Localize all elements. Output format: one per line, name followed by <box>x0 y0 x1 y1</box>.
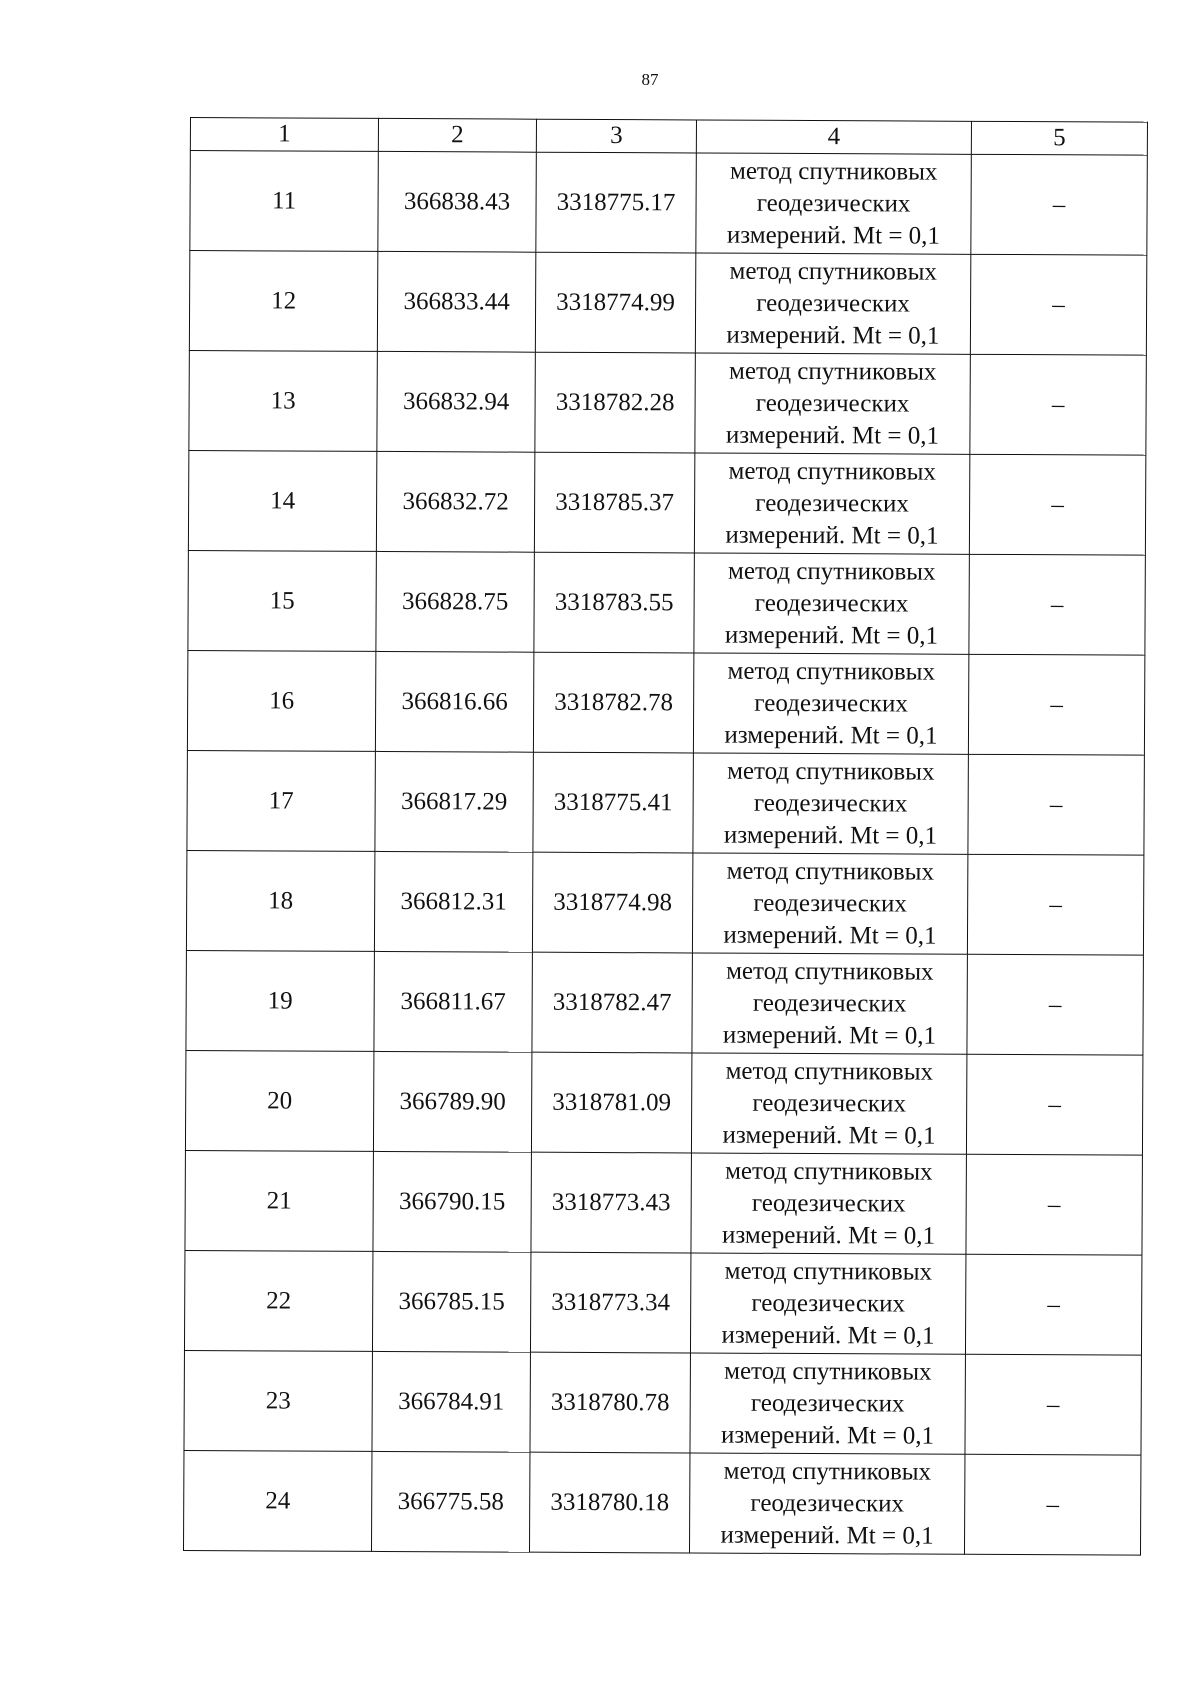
header-cell-4: 4 <box>696 120 971 154</box>
table-row <box>186 850 1143 955</box>
table-row <box>188 450 1145 555</box>
y-coordinate-cell: 3318780.78 <box>530 1352 690 1453</box>
note-cell: – <box>970 354 1146 455</box>
table-row <box>187 650 1144 755</box>
x-coordinate-cell: 366790.15 <box>373 1151 531 1252</box>
y-coordinate-cell: 3318781.09 <box>531 1052 691 1153</box>
x-coordinate-cell: 366838.43 <box>378 151 536 252</box>
method-cell <box>691 1053 966 1154</box>
method-text: метод спутниковых геодезических измерений. Mt = 0,1 <box>721 1157 936 1250</box>
point-number-cell: 20 <box>185 1050 373 1151</box>
x-coordinate-cell: 366784.91 <box>372 1351 530 1452</box>
method-text: метод спутниковых геодезических измерений. Mt = 0,1 <box>720 1457 934 1550</box>
method-cell <box>694 453 969 554</box>
method-text: метод спутниковых геодезических измерений. Mt = 0,1 <box>726 257 940 350</box>
x-coordinate-cell: 366817.29 <box>375 751 533 852</box>
point-number-cell: 16 <box>187 650 375 751</box>
y-coordinate-cell: 3318775.41 <box>533 752 693 853</box>
method-cell <box>690 1353 965 1454</box>
y-coordinate-cell: 3318774.99 <box>535 252 695 353</box>
point-number-cell: 11 <box>190 151 378 252</box>
y-coordinate-cell: 3318782.47 <box>532 952 692 1053</box>
method-text: метод спутниковых геодезических измерений. Mt = 0,1 <box>725 357 940 450</box>
method-cell <box>696 153 971 254</box>
y-coordinate-cell: 3318783.55 <box>534 552 694 653</box>
table-header <box>190 118 1147 156</box>
method-text: метод спутниковых геодезических измерений. Mt = 0,1 <box>724 557 939 650</box>
note-cell: – <box>965 1354 1141 1455</box>
method-text: метод спутниковых геодезических измерений. Mt = 0,1 <box>720 1357 935 1450</box>
note-cell: – <box>969 554 1145 655</box>
y-coordinate-cell: 3318773.34 <box>530 1252 690 1353</box>
note-cell: – <box>967 954 1143 1055</box>
header-cell-1: 1 <box>190 118 378 152</box>
table-row <box>189 251 1146 356</box>
table-row <box>188 550 1145 655</box>
table-row <box>185 1050 1142 1155</box>
note-cell: – <box>967 854 1143 955</box>
x-coordinate-cell: 366812.31 <box>374 851 532 952</box>
header-row <box>190 118 1147 156</box>
method-cell <box>692 853 967 954</box>
y-coordinate-cell: 3318782.78 <box>533 652 693 753</box>
method-cell <box>695 353 970 454</box>
x-coordinate-cell: 366832.94 <box>377 351 535 452</box>
note-cell: – <box>966 1054 1142 1155</box>
table-row <box>183 1450 1140 1555</box>
header-cell-2: 2 <box>378 118 536 152</box>
point-number-cell: 17 <box>187 750 375 851</box>
note-cell: – <box>968 754 1144 855</box>
note-cell: – <box>970 254 1146 355</box>
x-coordinate-cell: 366785.15 <box>372 1251 530 1352</box>
note-cell: – <box>969 454 1145 555</box>
x-coordinate-cell: 366789.90 <box>373 1051 531 1152</box>
table-row <box>187 750 1144 855</box>
table-row <box>186 950 1143 1055</box>
x-coordinate-cell: 366828.75 <box>376 551 534 652</box>
x-coordinate-cell: 366816.66 <box>375 651 533 752</box>
note-cell: – <box>971 154 1147 255</box>
note-cell: – <box>968 654 1144 755</box>
point-number-cell: 21 <box>185 1150 373 1251</box>
method-text: метод спутниковых геодезических измерений. Mt = 0,1 <box>722 1057 936 1150</box>
y-coordinate-cell: 3318773.43 <box>531 1152 691 1253</box>
method-cell <box>693 653 968 754</box>
method-text: метод спутниковых геодезических измерений. Mt = 0,1 <box>723 857 937 950</box>
x-coordinate-cell: 366832.72 <box>376 451 534 552</box>
table-row <box>184 1250 1141 1355</box>
y-coordinate-cell: 3318780.18 <box>529 1452 689 1553</box>
table-body <box>183 151 1147 1556</box>
header-cell-5: 5 <box>971 121 1147 155</box>
method-text: метод спутниковых геодезических измерений. Mt = 0,1 <box>721 1257 935 1350</box>
y-coordinate-cell: 3318775.17 <box>536 152 696 253</box>
page-number: 87 <box>641 70 659 89</box>
method-text: метод спутниковых геодезических измерений. Mt = 0,1 <box>724 657 938 750</box>
method-cell <box>692 953 967 1054</box>
point-number-cell: 19 <box>186 950 374 1051</box>
header-cell-3: 3 <box>536 119 696 153</box>
x-coordinate-cell: 366775.58 <box>371 1451 529 1552</box>
method-cell <box>691 1153 966 1254</box>
method-cell <box>694 553 969 654</box>
method-cell <box>693 753 968 854</box>
x-coordinate-cell: 366811.67 <box>374 951 532 1052</box>
method-text: метод спутниковых геодезических измерений. Mt = 0,1 <box>723 757 938 850</box>
point-number-cell: 15 <box>188 550 376 651</box>
point-number-cell: 22 <box>184 1250 372 1351</box>
table-row <box>184 1350 1141 1455</box>
point-number-cell: 24 <box>183 1450 371 1551</box>
method-text: метод спутниковых геодезических измерений. Mt = 0,1 <box>726 157 941 250</box>
table-row <box>185 1150 1142 1255</box>
y-coordinate-cell: 3318782.28 <box>535 352 695 453</box>
point-number-cell: 14 <box>188 450 376 551</box>
note-cell: – <box>966 1154 1142 1255</box>
x-coordinate-cell: 366833.44 <box>377 251 535 352</box>
y-coordinate-cell: 3318785.37 <box>534 452 694 553</box>
point-number-cell: 13 <box>189 350 377 451</box>
method-text: метод спутниковых геодезических измерений. Mt = 0,1 <box>722 957 937 1050</box>
method-text: метод спутниковых геодезических измерений. Mt = 0,1 <box>725 457 939 550</box>
table-row <box>189 350 1146 455</box>
note-cell: – <box>965 1254 1141 1355</box>
note-cell: – <box>964 1454 1140 1555</box>
y-coordinate-cell: 3318774.98 <box>532 852 692 953</box>
point-number-cell: 23 <box>184 1350 372 1451</box>
coordinates-table <box>183 117 1148 1556</box>
point-number-cell: 18 <box>186 850 374 951</box>
method-cell <box>695 253 970 354</box>
method-cell <box>689 1453 964 1554</box>
method-cell <box>690 1253 965 1354</box>
table-row <box>190 151 1147 256</box>
point-number-cell: 12 <box>189 251 377 352</box>
